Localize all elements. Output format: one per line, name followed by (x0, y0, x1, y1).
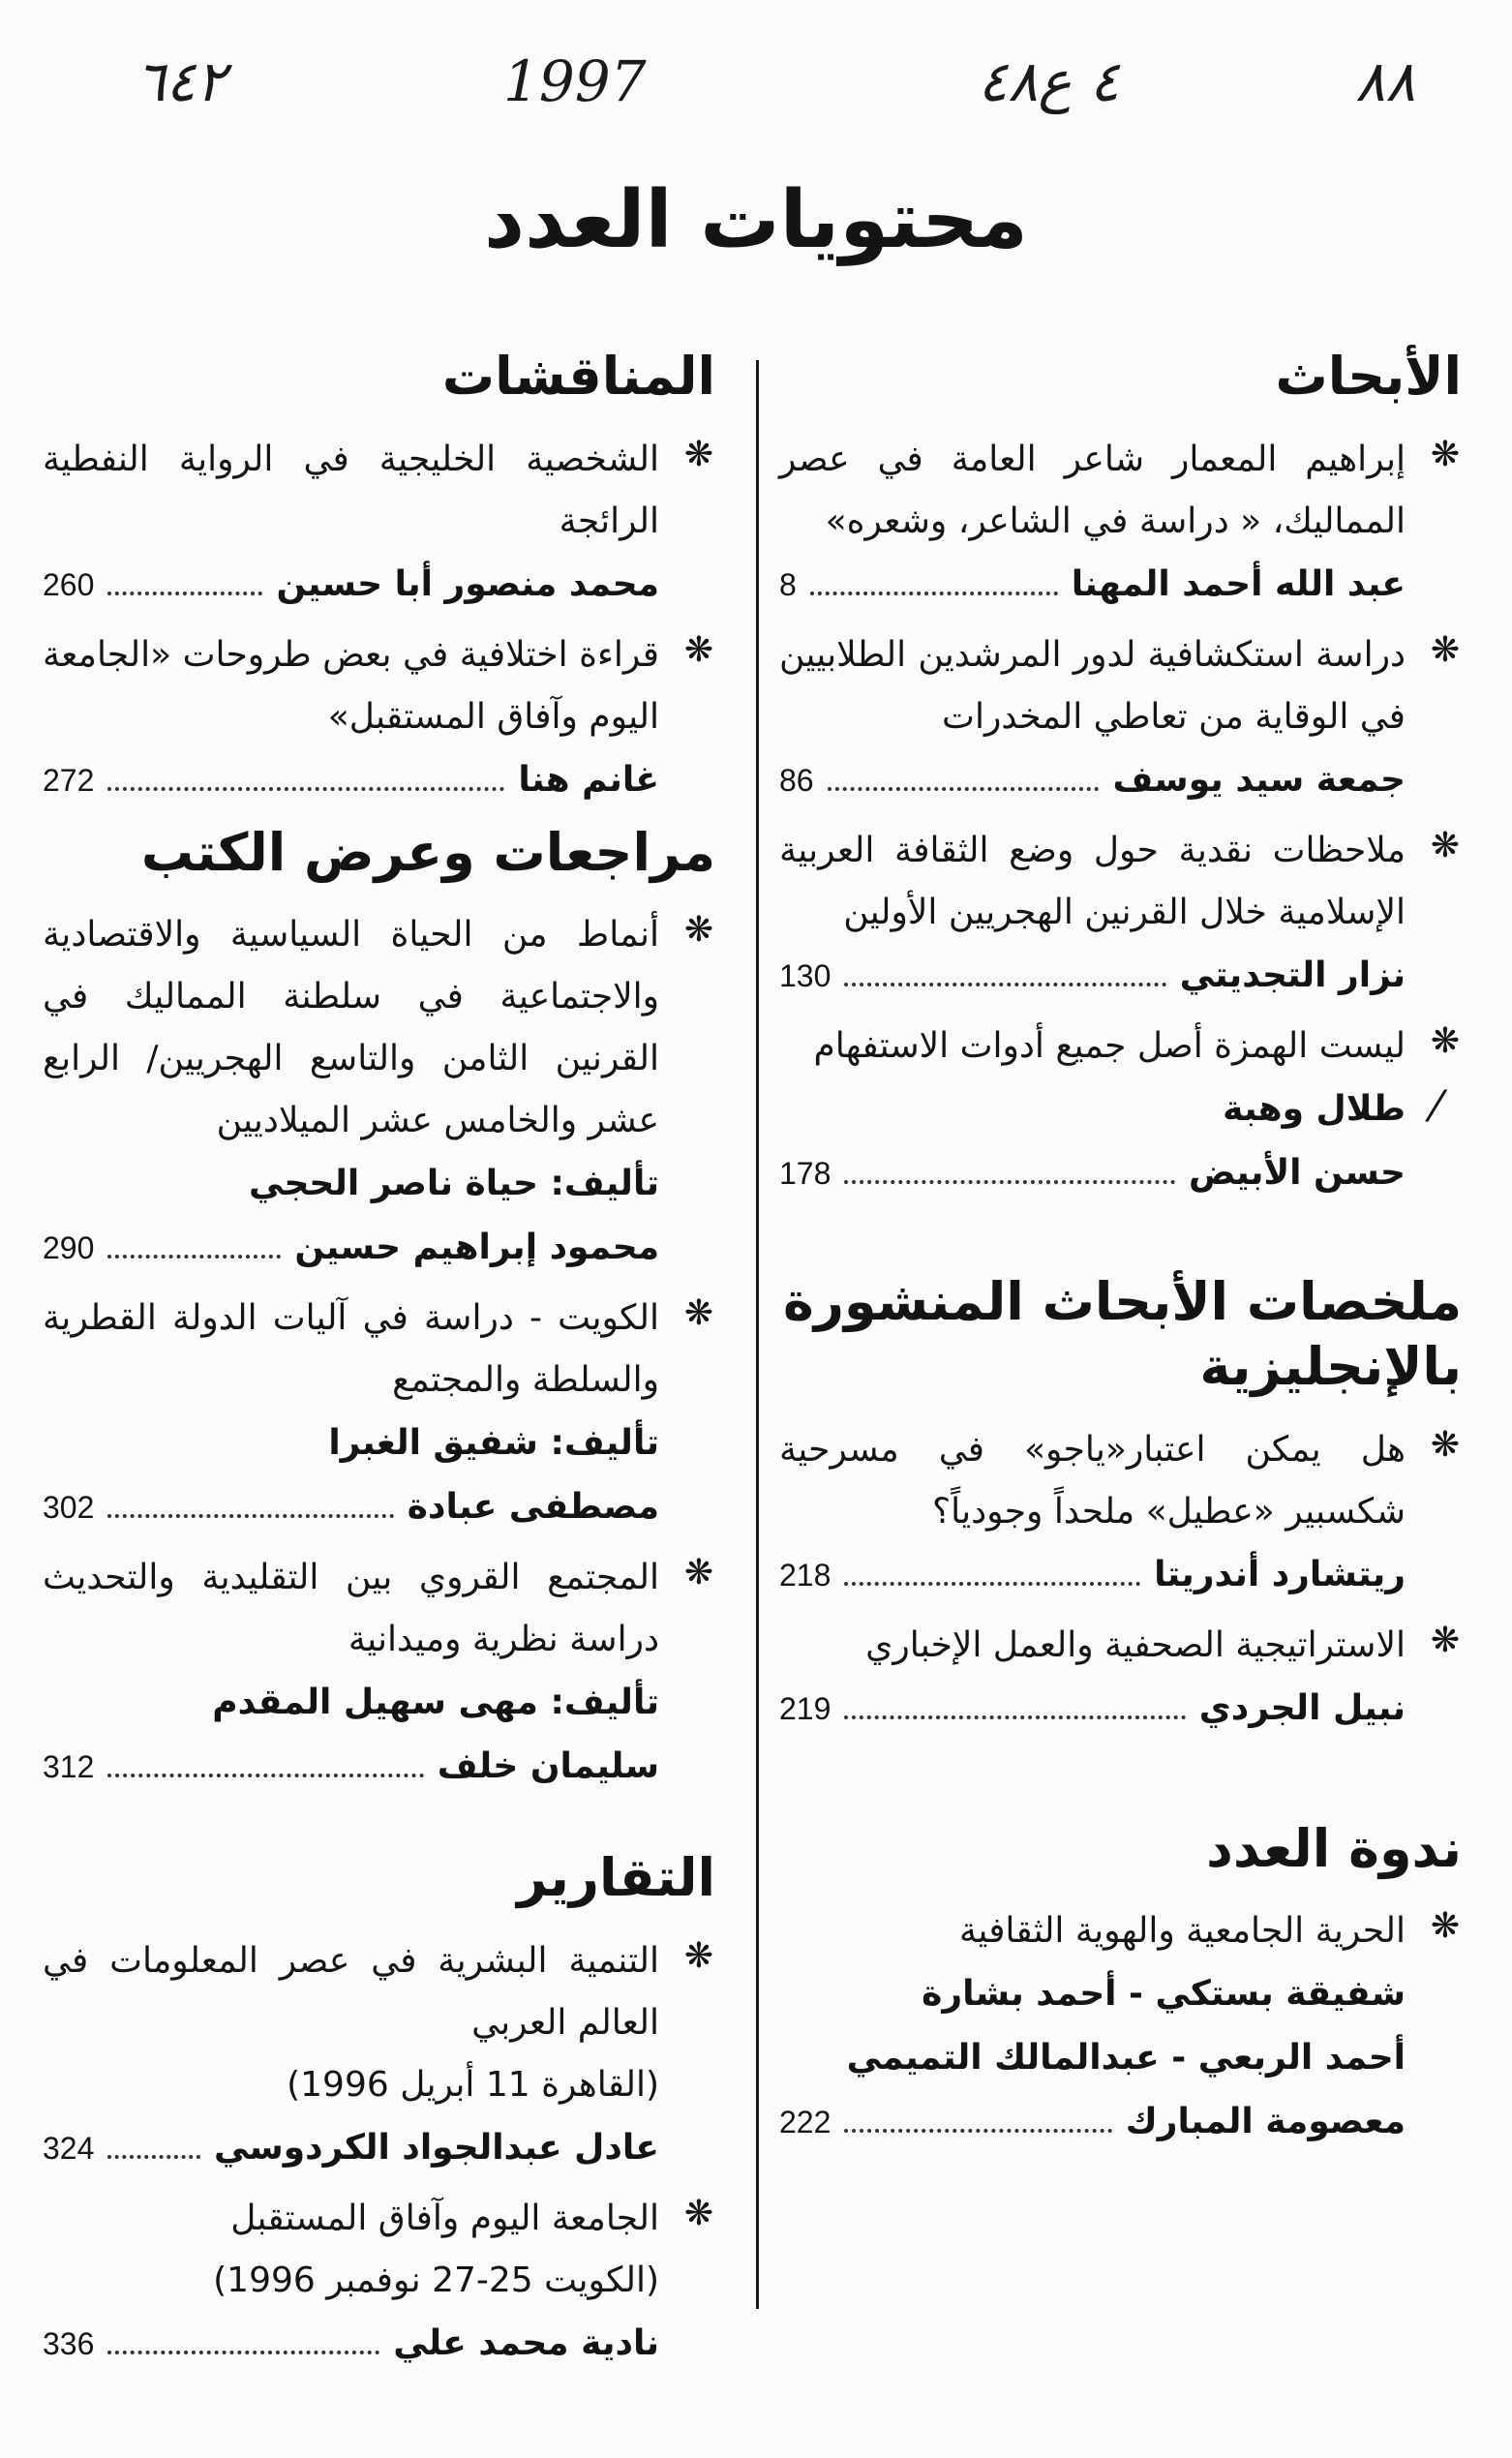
entry-author: ريتشارد أندريتا (1154, 1554, 1406, 1594)
bullet-star-icon: ❋ (683, 2193, 713, 2233)
page-number: 290 (43, 1230, 95, 1265)
bullet-star-icon: ❋ (1430, 629, 1460, 670)
toc-entry[interactable] (779, 1016, 1462, 1205)
entry-title: الكويت - دراسة في آليات الدولة القطرية والسلطة والمجتمع (43, 1298, 659, 1400)
author-page-line (779, 1677, 1406, 1741)
leader-dots (844, 2129, 1111, 2133)
author-page-line (43, 1735, 659, 1799)
page-number: 86 (779, 762, 814, 798)
entry-author: مصطفى عبادة (407, 1487, 659, 1527)
handwriting-number: ٦٤٢ (136, 48, 227, 114)
entry-author: حسن الأبيض (1189, 1152, 1406, 1193)
entry-title: الجامعة اليوم وآفاق المستقبل (230, 2198, 659, 2238)
leader-dots (844, 1180, 1175, 1184)
page-number: 336 (43, 2325, 95, 2361)
entry-author-second: أحمد الربعي - عبدالمالك التميمي (846, 2038, 1406, 2078)
bullet-star-icon: ❋ (1430, 825, 1460, 865)
handwriting-left-number: ٨٨ (1355, 48, 1416, 114)
page-number: 8 (779, 566, 797, 602)
handwriting-issue: ٤ ع٤٨ (978, 48, 1120, 114)
entry-title: الحرية الجامعية والهوية الثقافية (959, 1911, 1406, 1951)
page-title: محتويات العدد (484, 174, 1028, 266)
bullet-star-icon: ❋ (683, 910, 713, 950)
author-page-line (779, 2090, 1406, 2154)
column-divider (756, 360, 759, 2309)
entry-author-first: طلال وهبة (1223, 1088, 1406, 1129)
leader-dots (810, 592, 1058, 595)
entry-subtitle: (القاهرة 11 أبريل 1996) (287, 2064, 659, 2105)
book-author-label: تأليف: (550, 1423, 659, 1463)
author-page-line (43, 748, 659, 812)
author-page-line (779, 1141, 1406, 1205)
right-column (779, 344, 1462, 2162)
author-page-line (43, 1216, 659, 1280)
book-author: شفيق الغبرا (328, 1423, 538, 1463)
bullet-star-icon: ❋ (683, 1553, 713, 1593)
book-author-label: تأليف: (550, 1683, 659, 1722)
bullet-star-icon: ❋ (683, 629, 713, 670)
entry-title: الاستراتيجية الصحفية والعمل الإخباري (865, 1624, 1406, 1665)
page-number: 219 (779, 1690, 832, 1726)
book-author-line (43, 1671, 659, 1735)
spacer (779, 1748, 1462, 1816)
toc-entry[interactable] (779, 820, 1462, 1008)
page-number: 130 (779, 957, 832, 993)
toc-entry[interactable] (43, 624, 715, 812)
book-author-line (43, 1152, 659, 1216)
toc-entry[interactable] (43, 429, 715, 617)
entry-title: التنمية البشرية في عصر المعلومات في العالم العربي (43, 1940, 659, 2043)
entry-title: هل يمكن اعتبار«ياجو» في مسرحية شكسبير «عطيل» ملحداً وجودياً؟ (779, 1429, 1406, 1532)
page-number: 272 (43, 762, 95, 798)
entry-author: غانم هنا (518, 759, 659, 800)
page-number: 302 (43, 1490, 95, 1525)
toc-entry[interactable] (43, 2188, 715, 2376)
entry-title: المجتمع القروي بين التقليدية والتحديث دراسة نظرية وميدانية (43, 1558, 659, 1659)
toc-entry[interactable] (43, 904, 715, 1280)
bullet-star-icon: ❋ (1430, 1620, 1460, 1660)
bullet-star-icon: ❋ (1430, 1424, 1460, 1465)
author-page-line (43, 1475, 659, 1539)
spacer (43, 1806, 715, 1845)
author-page-line (43, 2312, 659, 2376)
author-page-line (43, 553, 659, 617)
toc-entry[interactable] (43, 1547, 715, 1799)
section-heading-nadwa: ندوة العدد (1206, 1817, 1462, 1879)
entry-title: إبراهيم المعمار شاعر العامة في عصر المماليك، « دراسة في الشاعر، وشعره» (779, 439, 1406, 541)
entry-subtitle: (الكويت 25-27 نوفمبر 1996) (213, 2260, 659, 2300)
author-page-line (43, 2116, 659, 2180)
toc-entry[interactable] (779, 1419, 1462, 1607)
leader-dots (844, 1715, 1185, 1719)
page-number: 222 (779, 2105, 832, 2139)
page-number: 324 (43, 2130, 95, 2166)
entry-author: نادية محمد علي (393, 2322, 659, 2363)
entry-author-first: شفيقة بستكي - أحمد بشارة (922, 1974, 1406, 2014)
book-author: حياة ناصر الحجي (249, 1164, 538, 1203)
entry-title: أنماط من الحياة السياسية والاقتصادية والاجتماعية في سلطنة المماليك في القرنين الثامن والتاسع الهجريين/ الرابع عشر والخامس عشر الميلاديين (43, 915, 659, 1140)
section-heading-summaries: ملخصات الأبحاث المنشورة بالإنجليزية (783, 1270, 1462, 1397)
toc-entry[interactable] (779, 1615, 1462, 1741)
entry-author: محمود إبراهيم حسين (294, 1228, 659, 1267)
page-number: 218 (779, 1557, 832, 1593)
leader-dots (107, 2351, 379, 2354)
leader-dots (828, 787, 1100, 791)
entry-author: عبد الله أحمد المهنا (1071, 563, 1406, 604)
entry-author: جمعة سيد يوسف (1112, 759, 1406, 800)
leader-dots (107, 592, 262, 595)
book-author-line (43, 1411, 659, 1475)
leader-dots (107, 1774, 423, 1777)
section-heading-discussions: المناقشات (441, 346, 715, 407)
handwritten-annotations (0, 29, 1512, 136)
entry-author: معصومة المبارك (1125, 2102, 1406, 2141)
toc-entry[interactable] (779, 1900, 1462, 2154)
bullet-star-icon: ❋ (683, 1293, 713, 1333)
leader-dots (107, 787, 504, 791)
spacer (779, 1213, 1462, 1269)
entry-author: عادل عبدالجواد الكردوسي (213, 2127, 659, 2168)
leader-dots (844, 983, 1165, 986)
bullet-star-icon: ❋ (683, 434, 713, 474)
section-heading-reviews: مراجعات وعرض الكتب (140, 821, 715, 883)
entry-title: ملاحظات نقدية حول وضع الثقافة العربية الإسلامية خلال القرنين الهجريين الأولين (779, 830, 1406, 932)
section-heading-abhath: الأبحاث (1275, 346, 1462, 407)
section-heading-reports: التقارير (517, 1847, 715, 1908)
leader-dots (844, 1582, 1140, 1586)
author-page-line (779, 1543, 1406, 1607)
author-page-line (779, 748, 1406, 812)
toc-entry[interactable] (779, 624, 1462, 812)
entry-author: محمد منصور أبا حسين (276, 563, 659, 604)
leader-dots (107, 1514, 393, 1518)
page-number: 178 (779, 1155, 832, 1191)
left-column (43, 344, 715, 2383)
entry-title: دراسة استكشافية لدور المرشدين الطلابيين في الوقاية من تعاطي المخدرات (779, 634, 1406, 737)
entry-author: نزار التجديتي (1179, 955, 1406, 995)
leader-dots (107, 2155, 200, 2159)
bullet-star-icon: ❋ (1430, 434, 1460, 474)
toc-entry[interactable] (43, 1288, 715, 1539)
bullet-star-icon: ❋ (1430, 1906, 1460, 1946)
entry-title: ليست الهمزة أصل جميع أدوات الاستفهام (813, 1025, 1406, 1066)
entry-author: نبيل الجردي (1198, 1687, 1406, 1728)
author-page-line (779, 553, 1406, 617)
author-page-line (779, 944, 1406, 1008)
page-number: 260 (43, 566, 95, 602)
margin-check-mark-icon: ⁄ (1433, 1082, 1440, 1132)
toc-entry[interactable] (779, 429, 1462, 617)
leader-dots (107, 1255, 281, 1259)
bullet-star-icon: ❋ (683, 1935, 713, 1976)
entry-author: سليمان خلف (437, 1746, 659, 1786)
handwriting-year: 1997 (503, 48, 647, 114)
page-number: 312 (43, 1749, 95, 1784)
book-author: مهى سهيل المقدم (212, 1683, 538, 1722)
entry-title: الشخصية الخليجية في الرواية النفطية الرائجة (43, 439, 659, 541)
bullet-star-icon: ❋ (1430, 1020, 1460, 1061)
toc-entry[interactable] (43, 1930, 715, 2180)
book-author-label: تأليف: (550, 1164, 659, 1203)
entry-title: قراءة اختلافية في بعض طروحات «الجامعة اليوم وآفاق المستقبل» (43, 634, 659, 737)
